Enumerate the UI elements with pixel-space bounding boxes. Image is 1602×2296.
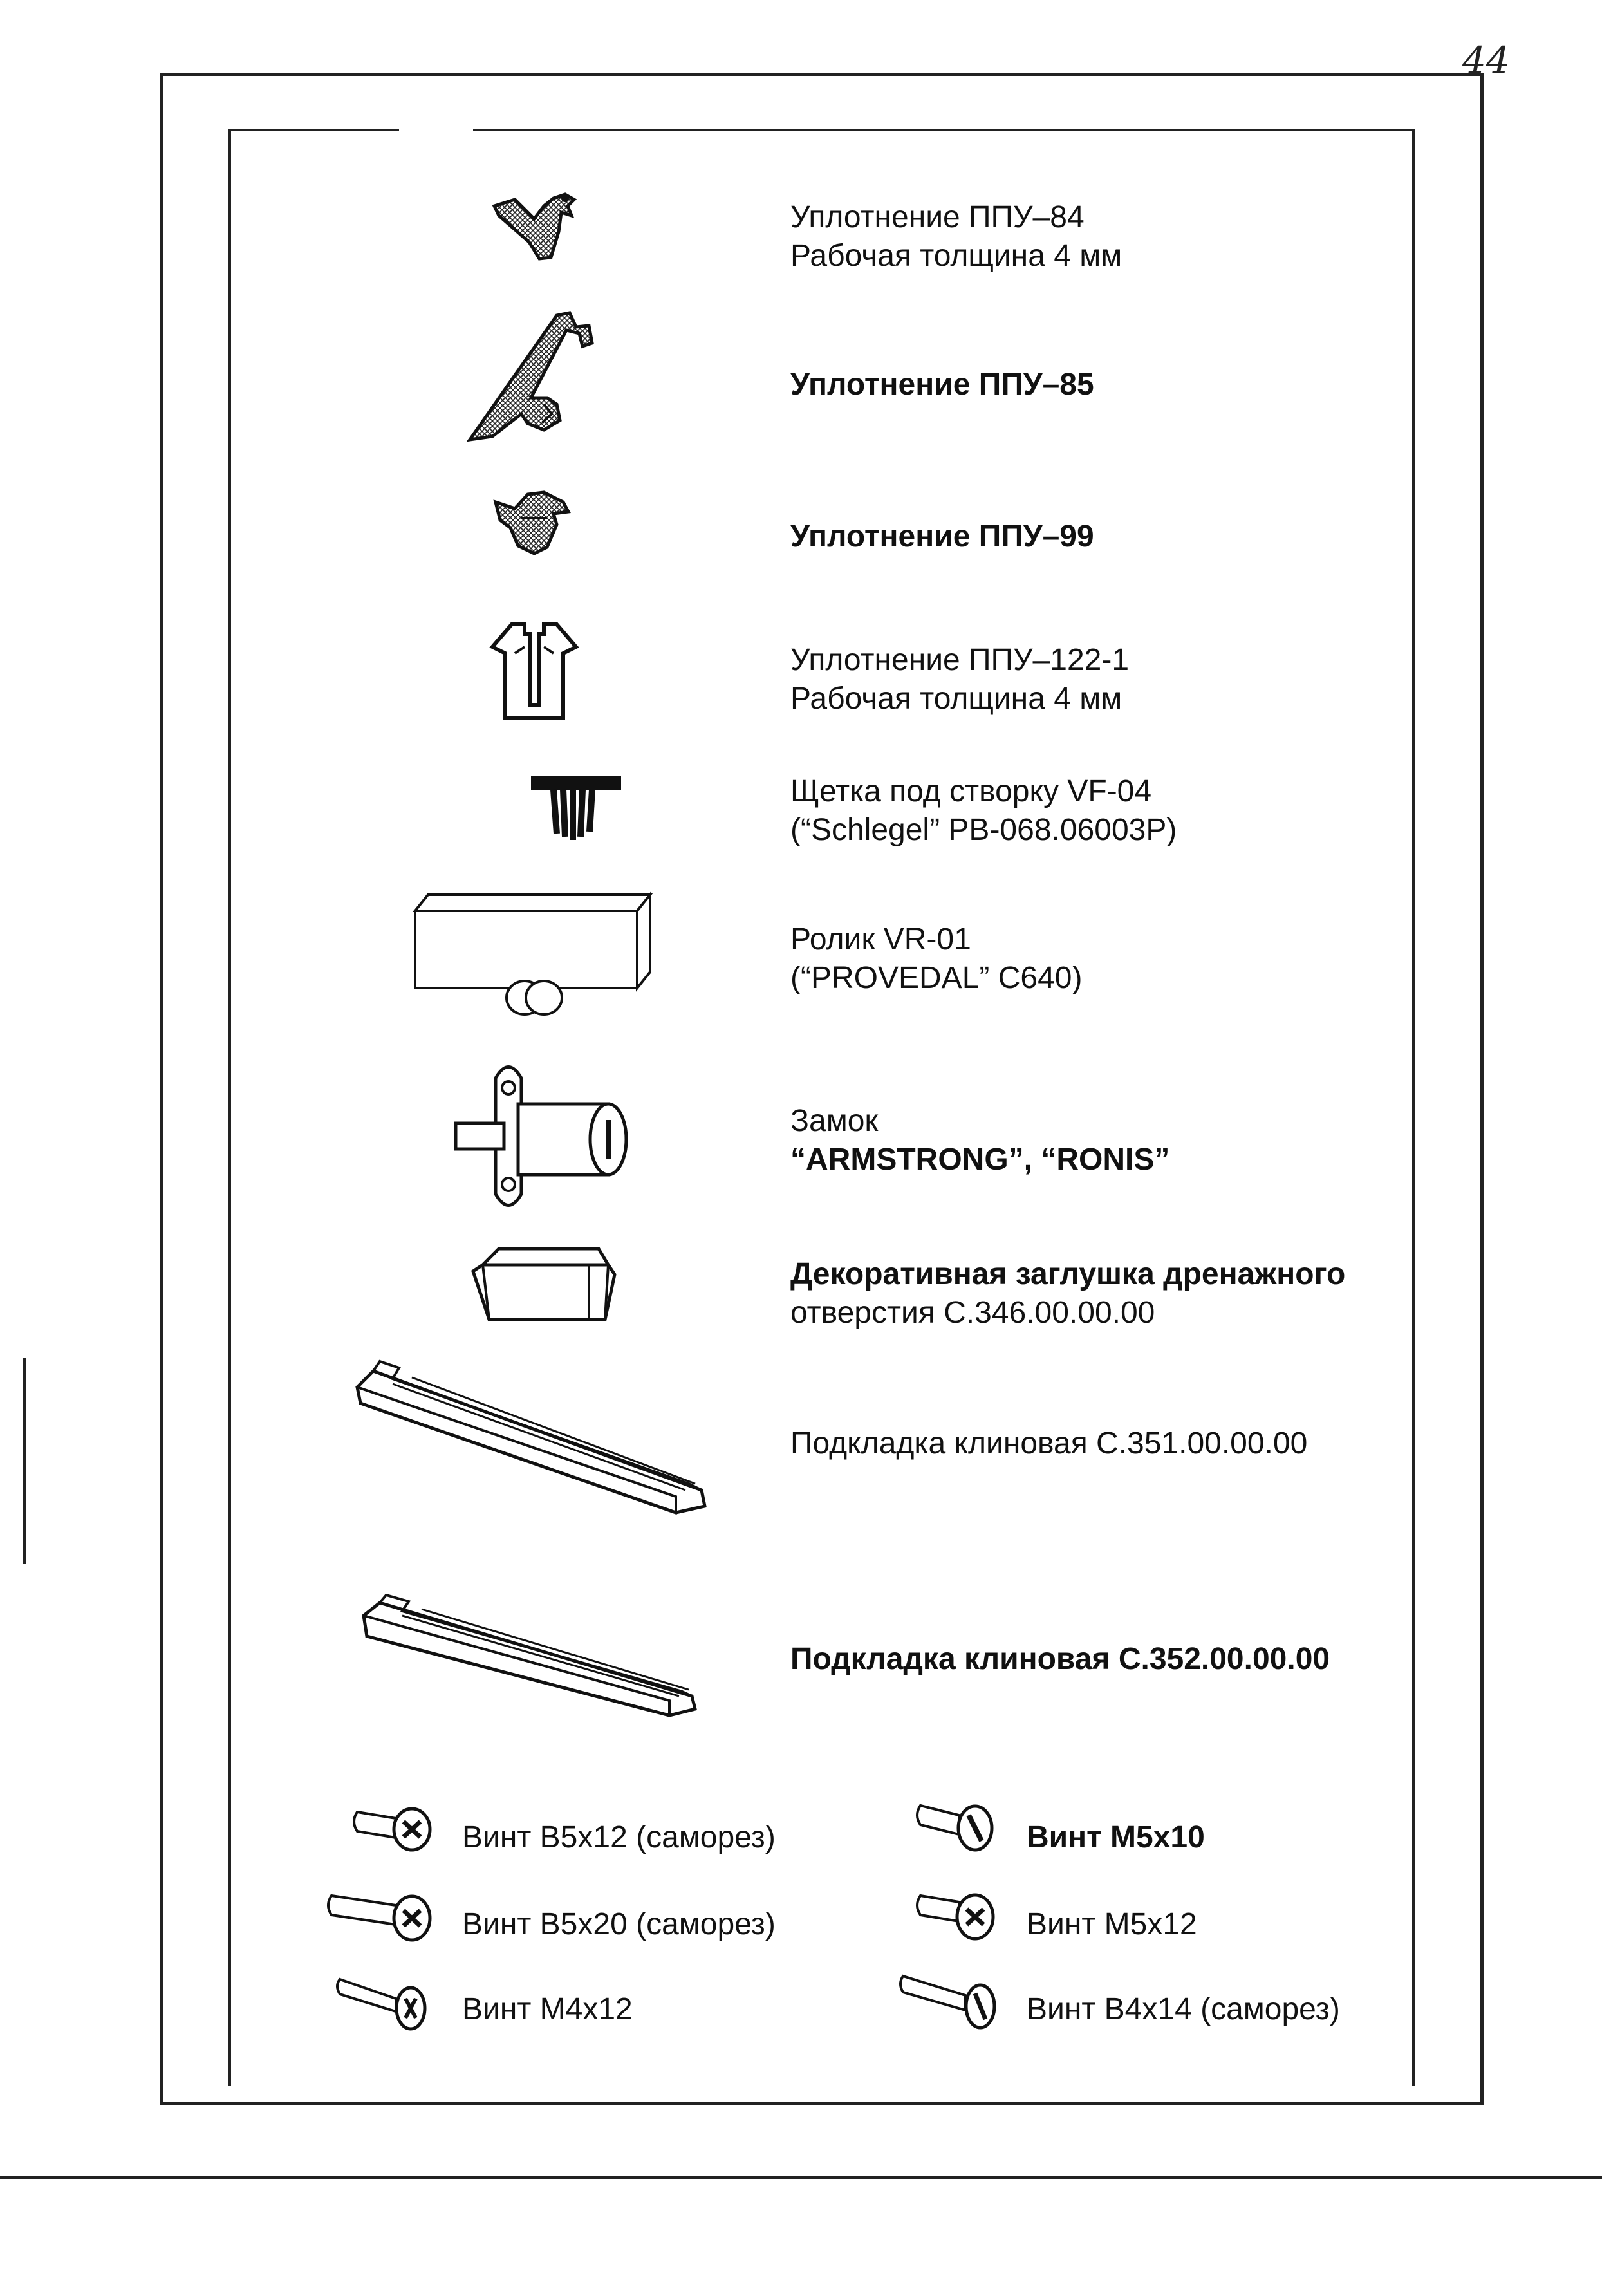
item-wedge-351-title: Подкладка клиновая С.351.00.00.00: [790, 1426, 1308, 1461]
inner-frame-right-edge: [1412, 129, 1415, 2086]
item-brush-subtitle: (“Schlegel” PB-068.06003P): [790, 813, 1177, 847]
drain-cap-icon: [470, 1246, 618, 1326]
item-brush-text: [790, 772, 1177, 850]
item-drain-cap-title: Декоративная заглушка дренажного: [790, 1257, 1346, 1291]
wedge-pad-352-icon: [360, 1590, 702, 1719]
seal-ppu122-profile-icon: [486, 621, 582, 724]
item-wedge-351-text: [790, 1424, 1307, 1463]
item-lock-text: [790, 1102, 1169, 1179]
item-ppu122-text: [790, 641, 1129, 718]
item-ppu122-subtitle: Рабочая толщина 4 мм: [790, 682, 1122, 716]
screw-icon: [325, 1886, 434, 1944]
roller-vr01-icon: [412, 891, 657, 1027]
item-ppu122-title: Уплотнение ППУ–122-1: [790, 643, 1130, 677]
screw-icon: [898, 1966, 1001, 2031]
screw-icon: [335, 1970, 431, 2031]
item-lock-brands: “ARMSTRONG”, “RONIS”: [790, 1143, 1170, 1177]
seal-ppu99-profile-icon: [492, 489, 576, 560]
item-ppu84-title: Уплотнение ППУ–84: [790, 200, 1085, 234]
screw-icon: [351, 1802, 434, 1854]
item-roller-subtitle: (“PROVEDAL” C640): [790, 961, 1083, 995]
screw-label-m5x10: Винт М5х10: [1027, 1820, 1205, 1854]
item-wedge-352-text: [790, 1640, 1330, 1679]
screw-icon: [914, 1886, 998, 1944]
frame-gap: [399, 127, 473, 134]
item-ppu99-title: Уплотнение ППУ–99: [790, 519, 1094, 554]
page-number: 44: [1462, 39, 1510, 82]
lock-icon: [451, 1052, 637, 1220]
item-ppu84-subtitle: Рабочая толщина 4 мм: [790, 239, 1122, 273]
brush-vf04-icon: [528, 772, 624, 843]
item-lock-title: Замок: [790, 1104, 879, 1138]
screw-label-b4x14: Винт В4х14 (саморез): [1027, 1992, 1340, 2026]
bottom-rule: [0, 2176, 1602, 2179]
screw-label-m4x12: Винт М4х12: [462, 1992, 633, 2026]
item-wedge-352-title: Подкладка клиновая С.352.00.00.00: [790, 1642, 1330, 1676]
margin-mark: [23, 1358, 26, 1564]
item-ppu99-text: [790, 518, 1094, 556]
item-brush-title: Щетка под створку VF-04: [790, 774, 1152, 808]
item-drain-cap-text: [790, 1255, 1345, 1332]
item-ppu84-text: [790, 198, 1122, 275]
item-roller-text: [790, 920, 1082, 998]
seal-ppu84-profile-icon: [489, 187, 592, 270]
screw-label-m5x12: Винт М5х12: [1027, 1907, 1197, 1941]
screw-label-b5x20: Винт В5х20 (саморез): [462, 1907, 776, 1941]
screw-icon: [914, 1799, 998, 1854]
item-drain-cap-subtitle: отверстия С.346.00.00.00: [790, 1296, 1155, 1330]
item-ppu85-title: Уплотнение ППУ–85: [790, 368, 1094, 402]
item-roller-title: Ролик VR-01: [790, 922, 971, 957]
item-ppu85-text: [790, 366, 1094, 404]
seal-ppu85-profile-icon: [467, 308, 608, 443]
inner-frame-left-edge: [228, 129, 231, 2086]
wedge-pad-351-icon: [354, 1352, 714, 1519]
screw-label-b5x12: Винт В5х12 (саморез): [462, 1820, 776, 1854]
